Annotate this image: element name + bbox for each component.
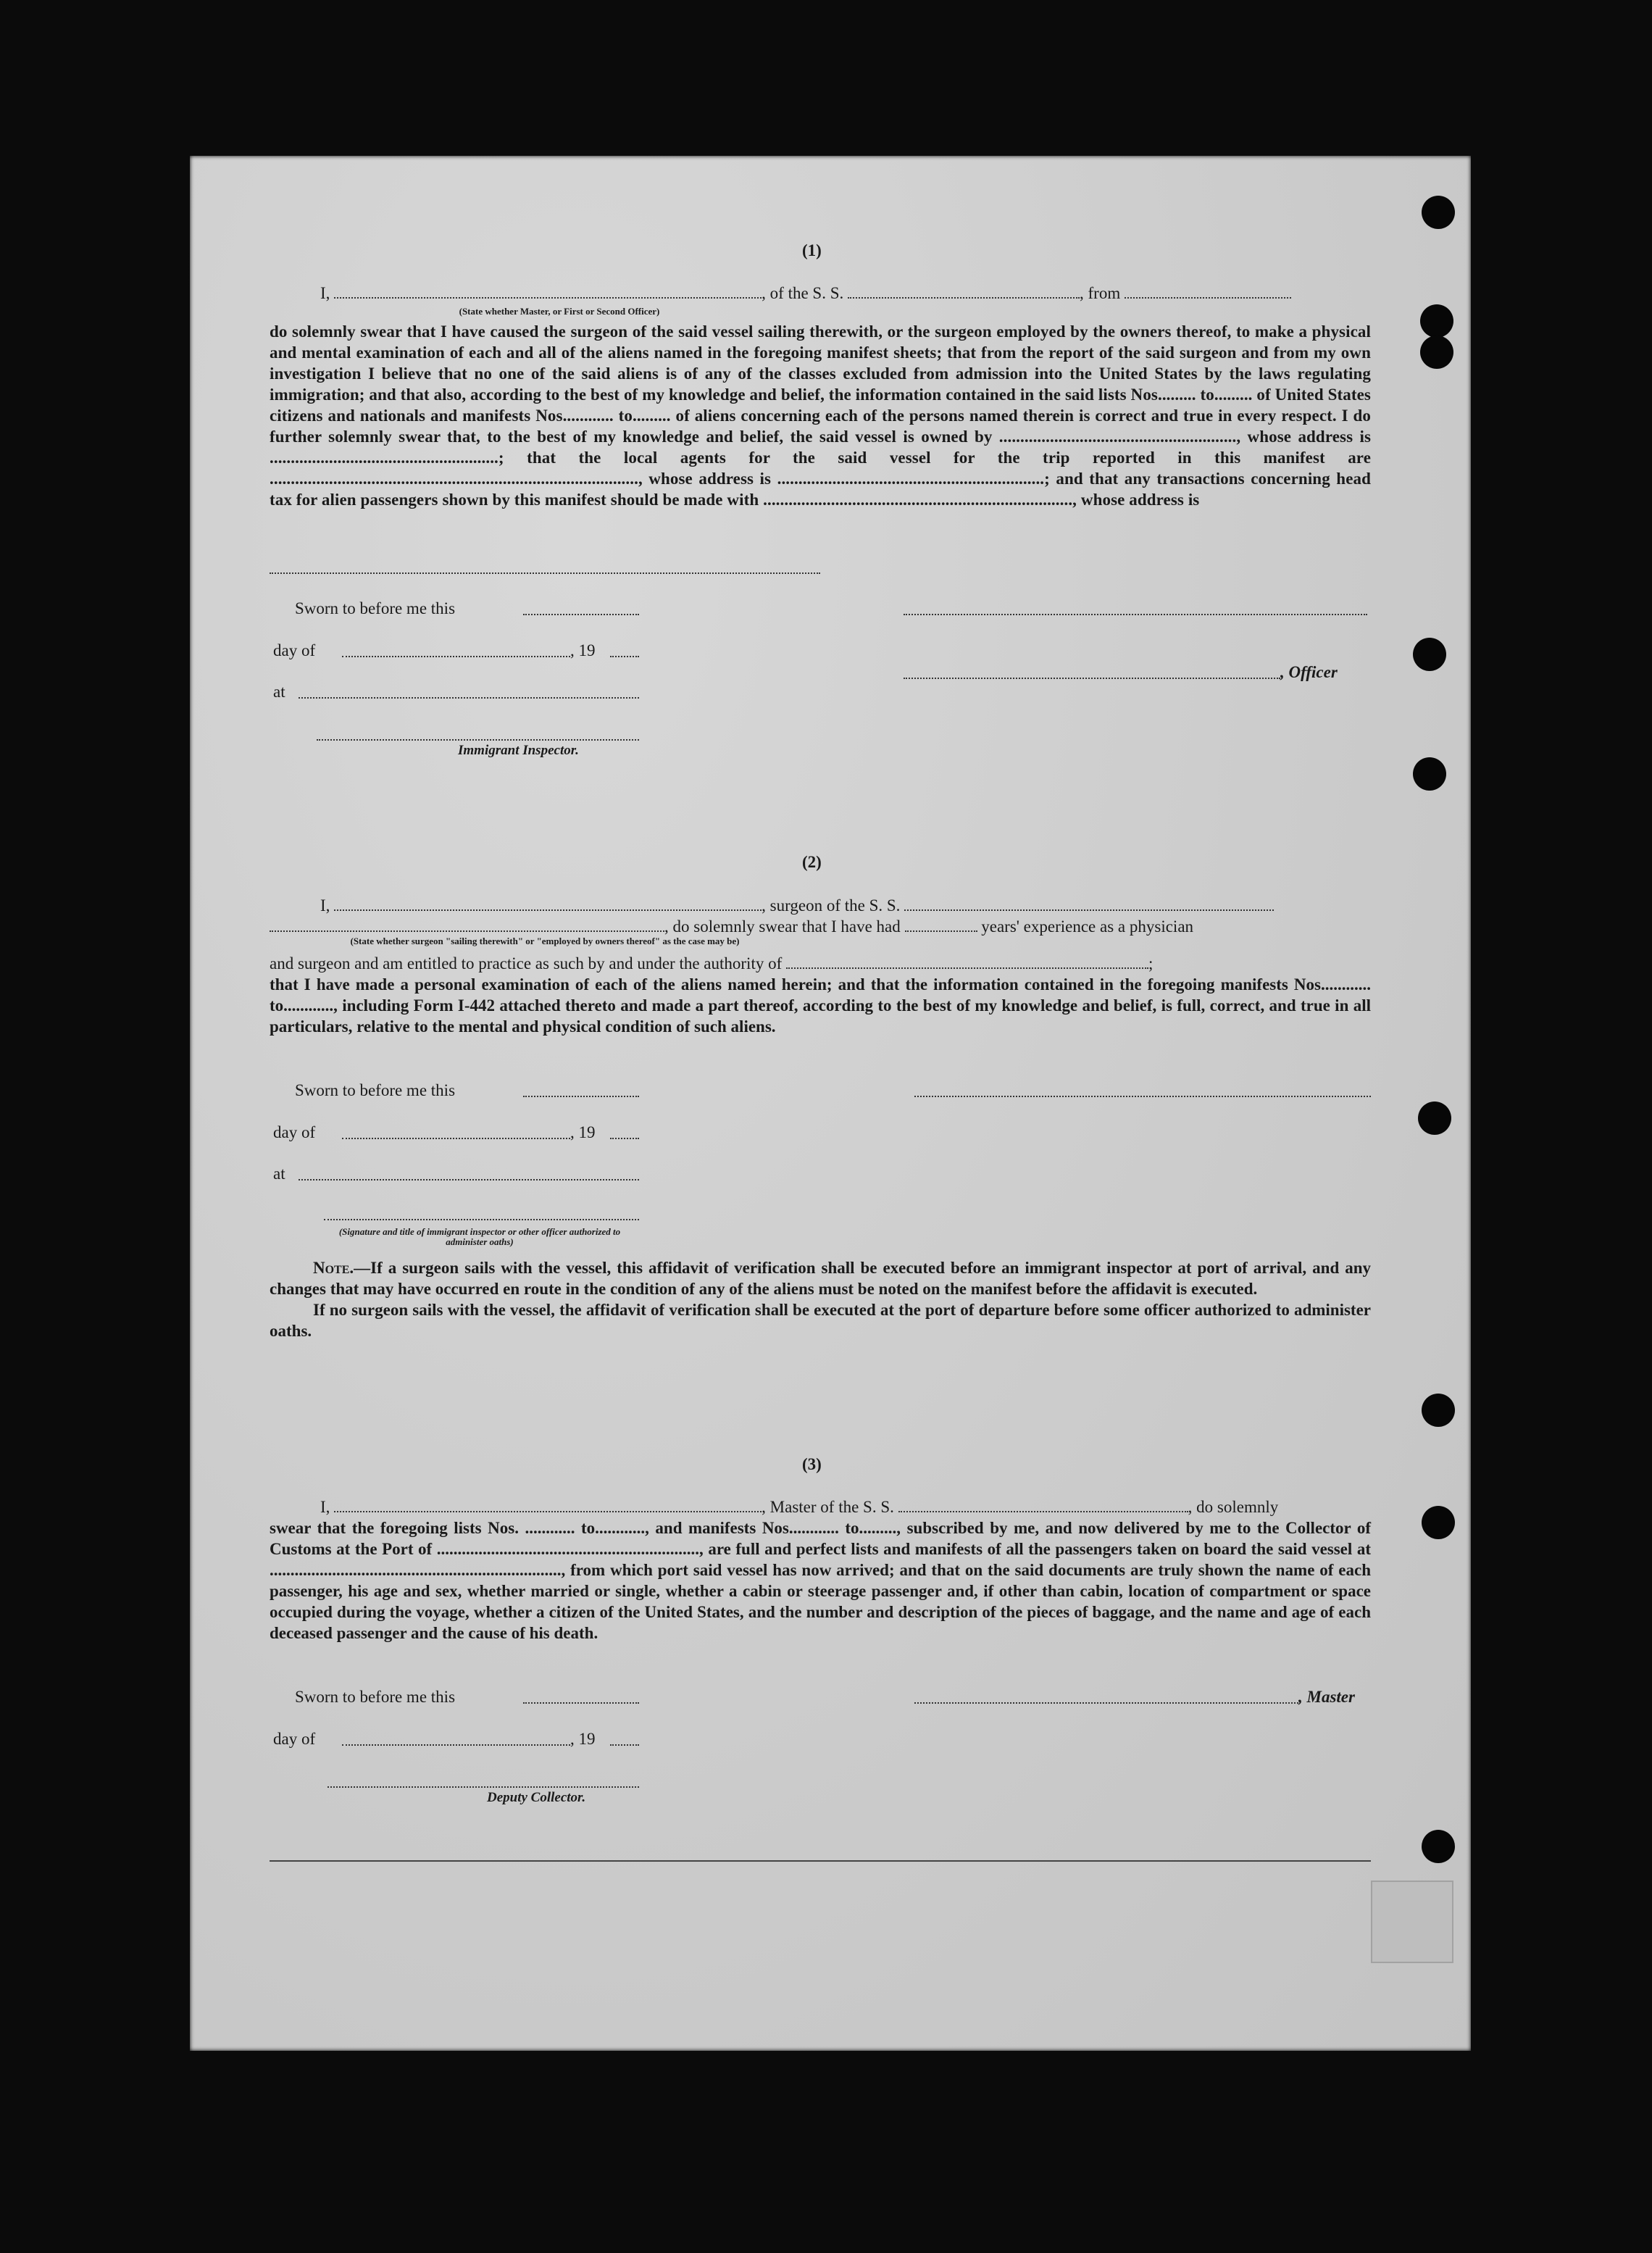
note-text-2: If no surgeon sails with the vessel, the affidavit of verification shall be executed at the port of departure before some officer authorized to administer oaths. bbox=[270, 1301, 1371, 1340]
officer-caption: (State whether Master, or First or Second Officer) bbox=[459, 306, 660, 317]
section-1-number: (1) bbox=[802, 241, 822, 259]
section-3-number: (3) bbox=[802, 1455, 822, 1473]
note-text-1: —If a surgeon sails with the vessel, this affidavit of verification shall be executed before an immigrant inspector at port of arrival, and any changes that may have occurred en route in the condition of any of the aliens must be noted on the manifest before the affidavit is executed. bbox=[270, 1259, 1371, 1298]
sworn-label: Sworn to before me this bbox=[295, 1688, 456, 1706]
year-label: , 19 bbox=[570, 1123, 596, 1141]
note-block bbox=[270, 1257, 1371, 1341]
stamp-mark bbox=[1371, 1881, 1453, 1963]
note-label: Note. bbox=[313, 1259, 354, 1277]
address-line[interactable] bbox=[270, 572, 820, 574]
punch-hole bbox=[1422, 196, 1455, 229]
section-2-swear-line: , do solemnly swear that I have had years' experience as a physician bbox=[270, 916, 1371, 937]
day-of-label: day of bbox=[273, 641, 316, 659]
section-2-authority-line: and surgeon and am entitled to practice as such by and under the authority of ; bbox=[270, 954, 1154, 973]
master-label: , Master bbox=[1298, 1688, 1355, 1706]
at-place-field[interactable] bbox=[299, 697, 639, 699]
year-label: , 19 bbox=[570, 641, 596, 659]
inspector-signature-line[interactable] bbox=[324, 1219, 639, 1220]
section-2-text: that I have made a personal examination of each of the aliens named herein; and that the information contained in the foregoing manifests Nos............ to............, including Form I-442 attached thereto and made a part thereof, according to the best of my knowledge and belief, is full, correct, and true in all particulars, relative to the mental and physical condition of such aliens. bbox=[270, 975, 1371, 1036]
officer-label: , Officer bbox=[1280, 663, 1338, 681]
section-3-text: swear that the foregoing lists Nos. ............ to............, and manifests Nos............ to........., subscribed by me, and now delivered by me to the Collector of Customs at the Port of ..............................................................., are full and perfect lists and manifests of all the passengers taken on board the said vessel at ......................................................................, from which port said vessel has now arrived; and that on the said documents are truly shown the name of each passenger, his age and sex, whether married or single, whether a cabin or steerage passenger and, if other than cabin, location of compartment or space occupied during the voyage, whether a citizen of the United States, and the number and description of the pieces of baggage, and the name and age of each deceased passenger and the cause of his death. bbox=[270, 1519, 1371, 1642]
day-of-month-field[interactable] bbox=[342, 1744, 570, 1746]
port-from-field[interactable] bbox=[1125, 297, 1291, 299]
year-field[interactable] bbox=[610, 656, 639, 657]
day-of-label: day of bbox=[273, 1123, 316, 1141]
sworn-day-field[interactable] bbox=[523, 1702, 639, 1704]
at-place-field[interactable] bbox=[299, 1179, 639, 1180]
day-of-month-field[interactable] bbox=[342, 1138, 570, 1139]
at-label: at bbox=[273, 683, 285, 701]
inspector-signature-line[interactable] bbox=[317, 739, 639, 741]
section-2-oath-line: I, , surgeon of the S. S. bbox=[270, 895, 1371, 916]
master-vessel-field[interactable] bbox=[898, 1511, 1188, 1512]
section-3-oath-line: I, , Master of the S. S. , do solemnly bbox=[320, 1498, 1279, 1516]
signature-caption: (Signature and title of immigrant inspector or other officer authorized to administer oaths) bbox=[338, 1226, 621, 1247]
inspector-caption: Immigrant Inspector. bbox=[458, 743, 579, 758]
surgeon-signature-line[interactable] bbox=[914, 1096, 1371, 1097]
section-2-number: (2) bbox=[802, 853, 822, 871]
collector-signature-line[interactable] bbox=[328, 1786, 639, 1788]
sworn-day-field[interactable] bbox=[523, 1096, 639, 1097]
surgeon-name-field[interactable] bbox=[334, 909, 762, 911]
section-1-body bbox=[270, 321, 1371, 510]
punch-hole bbox=[1422, 1830, 1455, 1863]
vessel-name-field[interactable] bbox=[848, 297, 1080, 299]
officer-title-line[interactable] bbox=[904, 678, 1280, 679]
bottom-rule bbox=[270, 1860, 1371, 1862]
punch-hole bbox=[1422, 1506, 1455, 1539]
sworn-day-field[interactable] bbox=[523, 614, 639, 615]
year-field[interactable] bbox=[610, 1744, 639, 1746]
punch-hole bbox=[1420, 336, 1453, 369]
punch-hole bbox=[1422, 1394, 1455, 1427]
day-of-label: day of bbox=[273, 1730, 316, 1748]
section-1-text: do solemnly swear that I have caused the surgeon of the said vessel sailing therewith, or the surgeon employed by the owners thereof, to make a physical and mental examination of each and all of the aliens named in the foregoing manifest sheets; that from the report of the said surgeon and from my own investigation I believe that no one of the said aliens is of any of the classes excluded from admission into the United States by the laws regulating immigration; and that also, according to the best of my knowledge and belief, the information contained in the said lists Nos......... to......... of United States citizens and nationals and manifests Nos............ to......... of aliens concerning each of the persons named therein is correct and true in every respect. I do further solemnly swear that, to the best of my knowledge and belief, the said vessel is owned by ........................................................, whose address is ......................................................; that the local agents for the said vessel for the trip reported in this manifest are ......................................................................................., whose address is ...............................................................; and that any transactions concerning head tax for alien passengers shown by this manifest should be made with ........................................................................., whose address is bbox=[270, 322, 1371, 509]
surgeon-status-field[interactable] bbox=[270, 930, 664, 932]
sworn-label: Sworn to before me this bbox=[295, 599, 456, 617]
section-1-oath-line: I, , of the S. S. , from bbox=[270, 283, 1371, 304]
year-field[interactable] bbox=[610, 1138, 639, 1139]
master-signature-line[interactable] bbox=[914, 1702, 1298, 1704]
day-of-month-field[interactable] bbox=[342, 656, 570, 657]
punch-hole bbox=[1413, 638, 1446, 671]
collector-caption: Deputy Collector. bbox=[487, 1790, 586, 1805]
officer-name-field[interactable] bbox=[334, 297, 762, 299]
years-experience-field[interactable] bbox=[905, 930, 977, 932]
punch-hole bbox=[1418, 1101, 1451, 1135]
at-label: at bbox=[273, 1165, 285, 1183]
master-name-field[interactable] bbox=[334, 1511, 762, 1512]
surgeon-vessel-field[interactable] bbox=[904, 909, 1274, 911]
sworn-label: Sworn to before me this bbox=[295, 1081, 456, 1099]
authority-field[interactable] bbox=[786, 967, 1148, 969]
punch-hole bbox=[1413, 757, 1446, 791]
section-3-body bbox=[270, 1517, 1371, 1644]
manifest-page bbox=[190, 156, 1471, 2051]
punch-hole bbox=[1420, 304, 1453, 338]
officer-signature-line[interactable] bbox=[904, 614, 1367, 615]
section-2-body bbox=[270, 974, 1371, 1037]
surgeon-caption: (State whether surgeon "sailing therewith" or "employed by owners thereof" as the case may be) bbox=[350, 936, 740, 946]
year-label: , 19 bbox=[570, 1730, 596, 1748]
